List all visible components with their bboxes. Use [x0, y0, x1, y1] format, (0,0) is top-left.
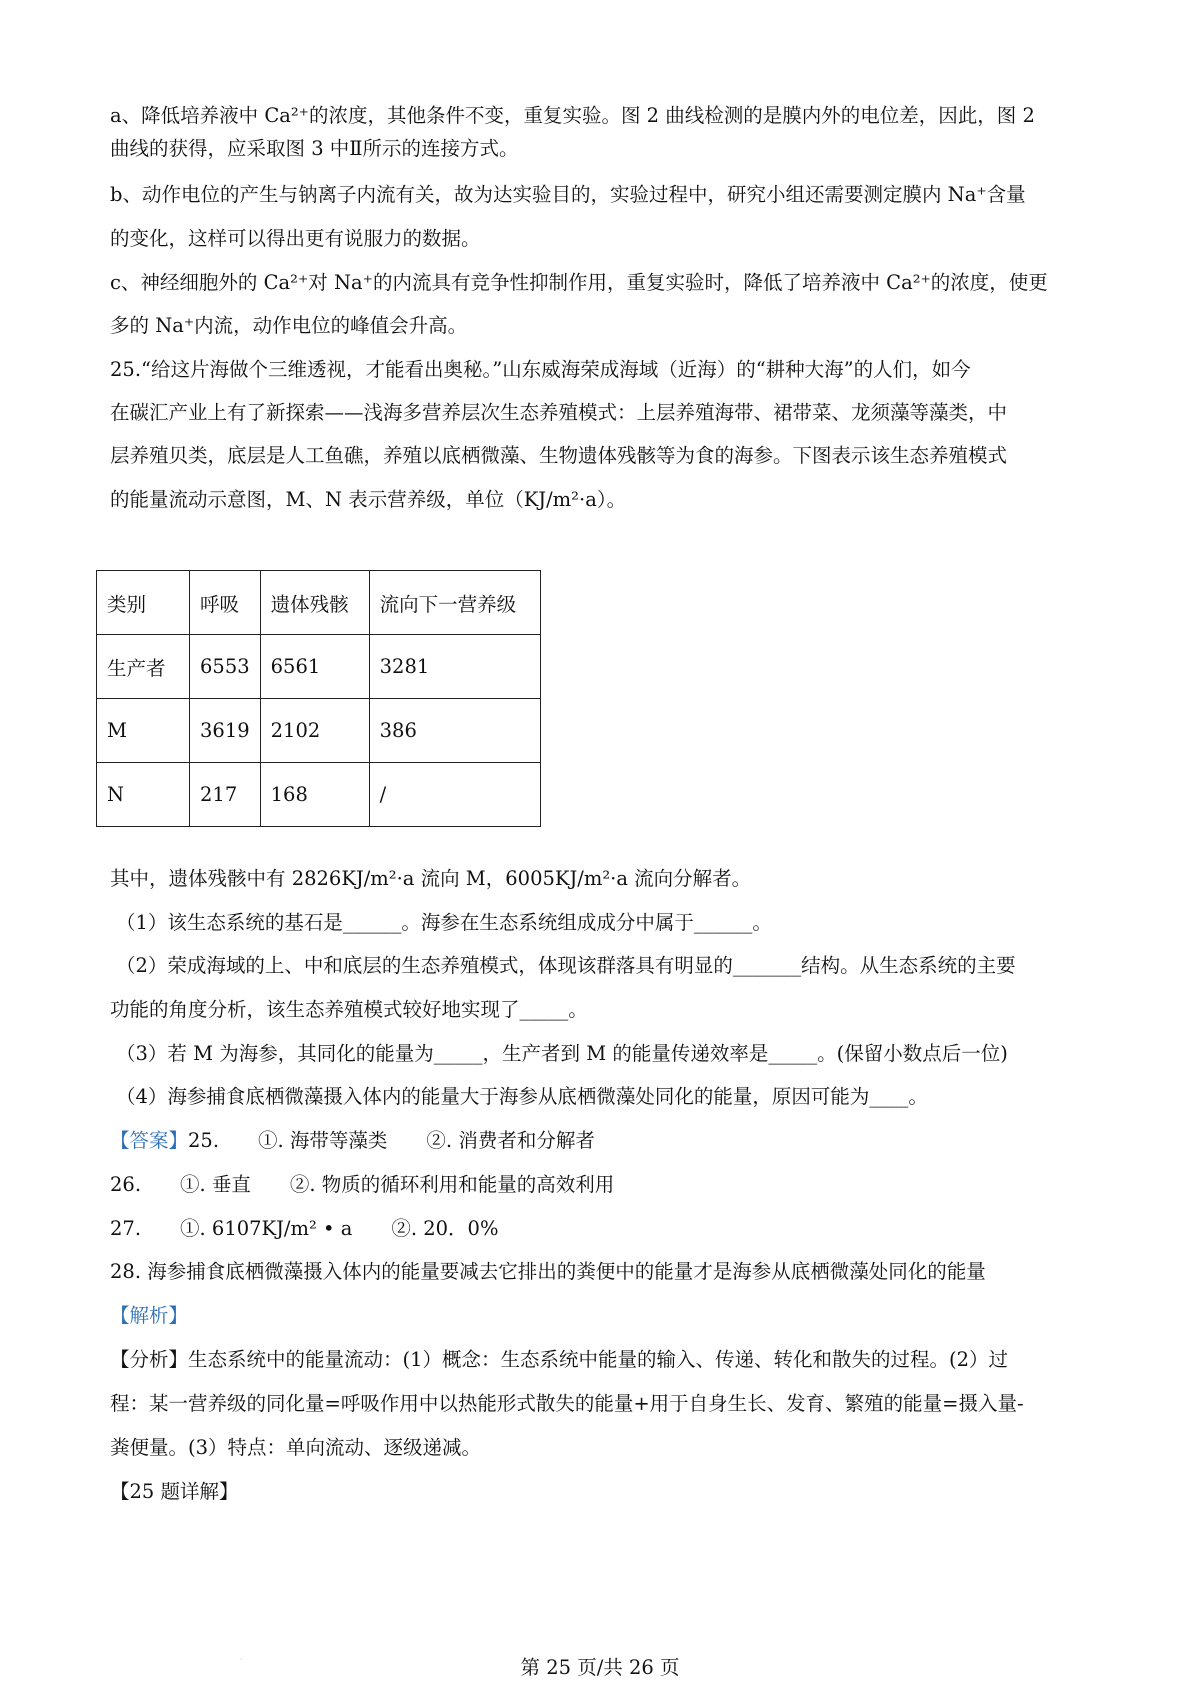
table-cell: 3281: [369, 635, 540, 699]
analysis-line2: 程：某一营养级的同化量=呼吸作用中以热能形式散失的能量+用于自身生长、发育、繁殖的能量=摄入量-: [110, 1392, 1024, 1415]
sub-question-2-line2: 功能的角度分析，该生态养殖模式较好地实现了_____。: [110, 998, 588, 1021]
table-header-cell: 遗体残骸: [260, 571, 369, 635]
answer-27: 27. ①. 6107KJ/m² • a ②. 20．0%: [110, 1217, 499, 1240]
table-cell: 386: [369, 699, 540, 763]
table-cell: 生产者: [97, 635, 190, 699]
paragraph-a-line1: a、降低培养液中 Ca²⁺的浓度，其他条件不变，重复实验。图 2 曲线检测的是膜内外的电位差，因此，图 2: [110, 104, 1035, 127]
decorative-dot: ·: [240, 1655, 243, 1664]
table-note: 其中，遗体残骸中有 2826KJ/m²·a 流向 M，6005KJ/m²·a 流向分解者。: [110, 867, 752, 890]
answer-label: 【答案】: [110, 1129, 189, 1152]
analysis-label: 【解析】: [110, 1304, 189, 1327]
table-cell: N: [97, 763, 190, 827]
answer-26: 26. ①. 垂直 ②. 物质的循环利用和能量的高效利用: [110, 1173, 615, 1196]
table-header-cell: 流向下一营养级: [369, 571, 540, 635]
table-cell: M: [97, 699, 190, 763]
question-25-line1: 25.“给这片海做个三维透视，才能看出奥秘。”山东威海荣成海域（近海）的“耕种大海”的人们，如今: [110, 358, 971, 381]
table-cell: /: [369, 763, 540, 827]
table-cell: 2102: [260, 699, 369, 763]
table-row: [97, 635, 541, 699]
table-cell: 6553: [190, 635, 261, 699]
paragraph-c-line1: c、神经细胞外的 Ca²⁺对 Na⁺的内流具有竞争性抑制作用，重复实验时，降低了培养液中 Ca²⁺的浓度，使更: [110, 271, 1048, 294]
table-header-row: [97, 571, 541, 635]
detail-heading: 【25 题详解】: [110, 1480, 239, 1503]
answer-28: 28. 海参捕食底栖微藻摄入体内的能量要减去它排出的粪便中的能量才是海参从底栖微藻处同化的能量: [110, 1260, 986, 1283]
table-cell: 168: [260, 763, 369, 827]
sub-question-2-line1: （2）荣成海域的上、中和底层的生态养殖模式，体现该群落具有明显的_______结构。从生态系统的主要: [116, 954, 1016, 977]
paragraph-a-line2: 曲线的获得，应采取图 3 中Ⅱ所示的连接方式。: [110, 137, 519, 160]
analysis-line1: 【分析】生态系统中的能量流动：(1）概念：生态系统中能量的输入、传递、转化和散失的过程。(2）过: [110, 1348, 1009, 1371]
table-row: [97, 699, 541, 763]
answer-25-text: 25. ①. 海带等藻类 ②. 消费者和分解者: [188, 1129, 595, 1152]
analysis-line3: 粪便量。(3）特点：单向流动、逐级递减。: [110, 1436, 482, 1459]
paragraph-b-line2: 的变化，这样可以得出更有说服力的数据。: [110, 227, 481, 250]
paragraph-c-line2: 多的 Na⁺内流，动作电位的峰值会升高。: [110, 314, 468, 337]
sub-question-1: （1）该生态系统的基石是______。海参在生态系统组成成分中属于______。: [116, 911, 772, 934]
paragraph-b-line1: b、动作电位的产生与钠离子内流有关，故为达实验目的，实验过程中，研究小组还需要测定膜内 Na⁺含量: [110, 183, 1026, 206]
energy-flow-table: [96, 570, 541, 827]
table-cell: 6561: [260, 635, 369, 699]
sub-question-4: （4）海参捕食底栖微藻摄入体内的能量大于海参从底栖微藻处同化的能量，原因可能为____。: [116, 1085, 928, 1108]
answer-25: [110, 1126, 1100, 1156]
table-row: [97, 763, 541, 827]
question-25-line4: 的能量流动示意图，M、N 表示营养级，单位（KJ/m²·a）。: [110, 488, 627, 511]
table-header-cell: 呼吸: [190, 571, 261, 635]
question-25-line3: 层养殖贝类，底层是人工鱼礁，养殖以底栖微藻、生物遗体残骸等为食的海参。下图表示该生态养殖模式: [110, 444, 1008, 467]
sub-question-3: （3）若 M 为海参，其同化的能量为_____，生产者到 M 的能量传递效率是_____。(保留小数点后一位): [116, 1042, 1008, 1065]
table-cell: 217: [190, 763, 261, 827]
question-25-line2: 在碳汇产业上有了新探索——浅海多营养层次生态养殖模式：上层养殖海带、裙带菜、龙须藻等藻类，中: [110, 401, 1008, 424]
page-footer: 第 25 页/共 26 页: [520, 1656, 680, 1679]
table-header-cell: 类别: [97, 571, 190, 635]
table-cell: 3619: [190, 699, 261, 763]
